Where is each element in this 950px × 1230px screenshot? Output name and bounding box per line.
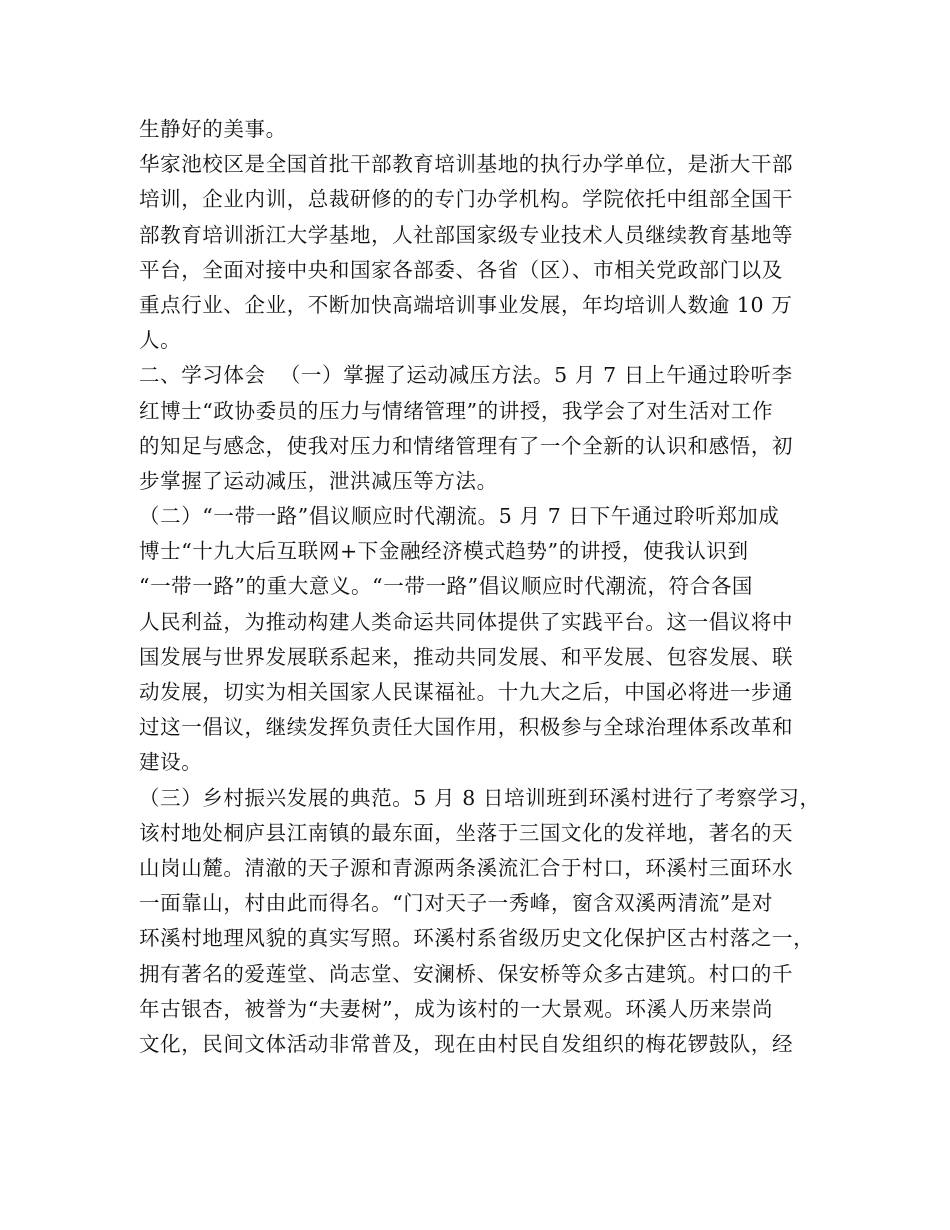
text-line: 人。 [139,328,182,353]
text-line: 培训，企业内训，总裁研修的的专门办学机构。学院依托中组部全国干 [139,187,794,212]
text-line: 的知足与感念，使我对压力和情绪管理有了一个全新的认识和感悟，初 [139,433,794,458]
text-line: 建设。 [139,750,203,775]
text-line: 生静好的美事。 [139,117,287,141]
text-line: 一面靠山，村由此而得名。“门对天子一秀峰，窗含双溪两清流”是对 [139,891,774,916]
text-line: 动发展，切实为相关国家人民谋福祉。十九大之后，中国必将进一步通 [139,680,794,704]
text-line: 重点行业、企业，不断加快高端培训事业发展，年均培训人数逾 10 万 [139,292,793,317]
text-line: 国发展与世界发展联系起来，推动共同发展、和平发展、包容发展、联 [139,644,794,669]
text-line: 华家池校区是全国首批干部教育培训基地的执行办学单位，是浙大干部 [139,152,794,177]
text-line: 人民利益，为推动构建人类命运共同体提供了实践平台。这一倡议将中 [139,609,794,634]
text-line: “一带一路”的重大意义。“一带一路”倡议顺应时代潮流，符合各国 [139,574,754,599]
text-line: 该村地处桐庐县江南镇的最东面，坐落于三国文化的发祥地，著名的天 [139,820,794,845]
text-line: （二）“一带一路”倡议顺应时代潮流。5 月 7 日下午通过聆听郑加成 [139,504,780,529]
text-line: 文化，民间文体活动非常普及，现在由村民自发组织的梅花锣鼓队，经 [139,1031,794,1056]
text-line: 博士“十九大后互联网+下金融经济模式趋势”的讲授，使我认识到 [139,539,749,564]
text-line: 二、学习体会 （一）掌握了运动减压方法。5 月 7 日上午通过聆听李 [139,363,793,388]
text-line: 部教育培训浙江大学基地，人社部国家级专业技术人员继续教育基地等 [139,222,794,247]
text-line: 平台，全面对接中央和国家各部委、各省（区）、市相关党政部门以及 [139,257,783,282]
text-line: 红博士“政协委员的压力与情绪管理”的讲授，我学会了对生活对工作 [139,398,774,423]
text-line: 山岗山麓。清澈的天子源和青源两条溪流汇合于村口，环溪村三面环水 [139,855,794,880]
text-line: 年古银杏，被誉为“夫妻树”，成为该村的一大景观。环溪人历来崇尚 [139,996,774,1021]
text-line: 过这一倡议，继续发挥负责任大国作用，积极参与全球治理体系改革和 [139,715,794,740]
text-line: 拥有著名的爱莲堂、尚志堂、安澜桥、保安桥等众多古建筑。村口的千 [139,961,794,986]
text-line: （三）乡村振兴发展的典范。5 月 8 日培训班到环溪村进行了考察学习， [139,785,821,810]
document-body [139,112,829,1062]
text-line: 步掌握了运动减压，泄洪减压等方法。 [139,468,498,493]
text-line: 环溪村地理风貌的真实写照。环溪村系省级历史文化保护区古村落之一， [139,926,815,951]
